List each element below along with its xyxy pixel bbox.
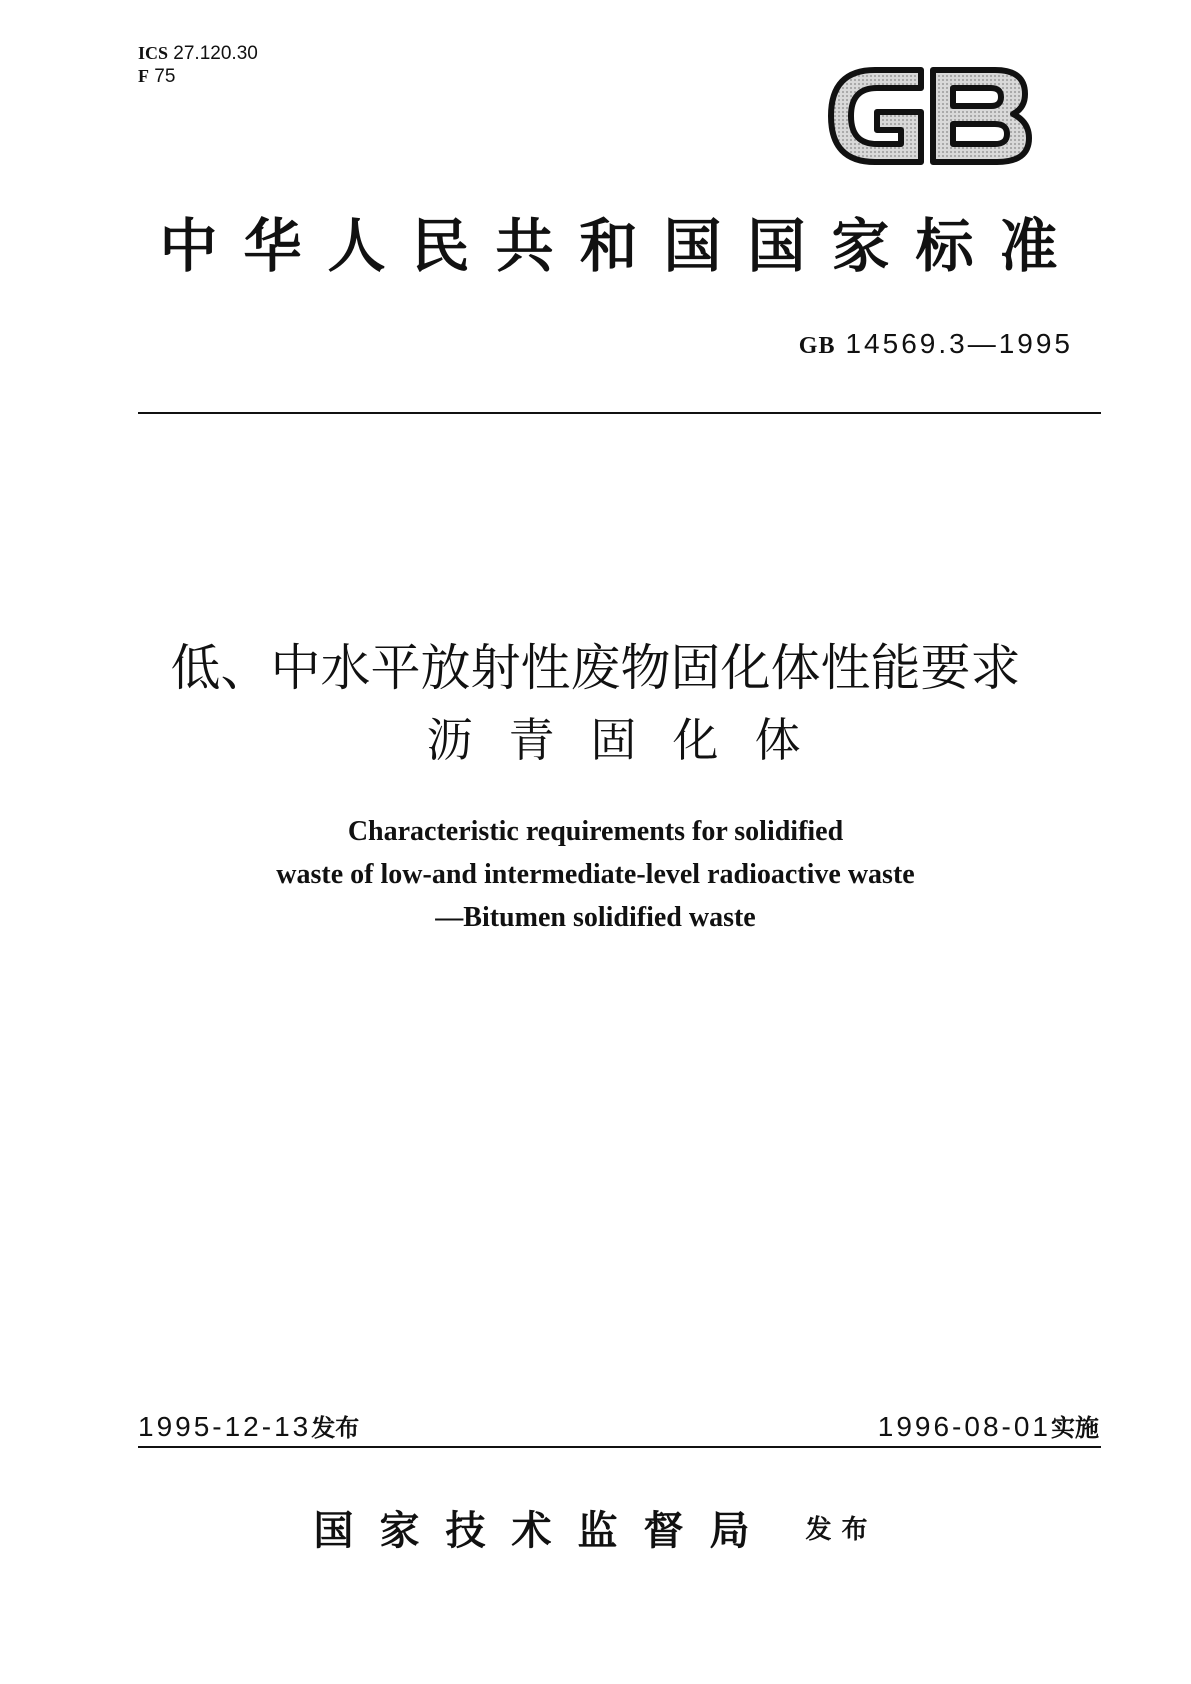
ics-label: ICS: [138, 43, 169, 63]
logo-letter-b: [933, 70, 1029, 162]
issuer: [0, 1500, 1191, 1561]
issue-date-label: 发布: [311, 1414, 360, 1442]
ccs-label: F: [138, 66, 149, 86]
chinese-subtitle: 沥青固化体: [426, 713, 837, 767]
chinese-title: 低、中水平放射性废物固化体性能要求: [170, 639, 1021, 697]
standard-title: 中华人民共和国国家标准: [159, 212, 1084, 280]
implementation-date: [878, 1408, 1099, 1443]
gb-logo: [825, 62, 1035, 170]
english-title: [0, 810, 1191, 939]
issue-date: [138, 1408, 359, 1443]
issue-date-value: 1995-12-13: [138, 1411, 312, 1442]
implementation-date-value: 1996-08-01: [877, 1411, 1051, 1442]
classification-codes: [138, 42, 258, 88]
ics-line: [138, 42, 258, 65]
ccs-line: [138, 65, 258, 88]
english-title-line-1: Characteristic requirements for solidified: [347, 816, 844, 847]
standard-number: [799, 328, 1073, 360]
ics-code: 27.120.30: [173, 43, 258, 64]
issuer-name: 国家技术监督局: [313, 1507, 776, 1554]
footer-divider: [138, 1446, 1101, 1448]
english-title-line-3: —Bitumen solidified waste: [435, 902, 756, 933]
standard-number-prefix: GB: [798, 333, 836, 359]
standard-number-value: 14569.3—1995: [845, 328, 1073, 359]
header-divider: [138, 412, 1101, 414]
implementation-date-label: 实施: [1051, 1414, 1099, 1442]
logo-letter-g: [831, 70, 921, 162]
ccs-code: 75: [154, 66, 176, 87]
english-title-line-2: waste of low-and intermediate-level radioactive waste: [276, 859, 915, 890]
issuer-action: 发布: [805, 1515, 878, 1545]
